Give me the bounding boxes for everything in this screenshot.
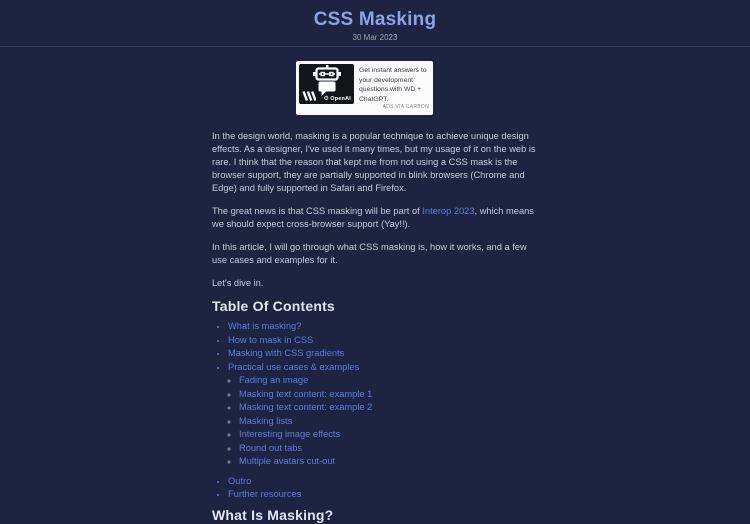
openai-brand (324, 96, 351, 102)
ad-body (359, 64, 430, 112)
toc-sub-item (239, 388, 538, 402)
paragraph-dive-in: Let's dive in. (212, 278, 264, 289)
ad-image[interactable] (299, 64, 354, 104)
toc-sub-link[interactable]: Multiple avatars cut-out (239, 456, 336, 467)
toc-item (228, 347, 538, 361)
toc-sub-link[interactable]: Interesting image effects (239, 429, 341, 440)
toc-sub-item (239, 374, 538, 388)
gear-icon: ⚙ (323, 95, 330, 102)
article-content (212, 61, 538, 524)
paragraph-interop-prefix: The great news is that CSS masking will be part of (212, 206, 423, 217)
toc-item (228, 320, 538, 334)
toc-link[interactable]: Outro (228, 475, 252, 486)
toc-sub-item (239, 428, 538, 442)
toc-list-end (212, 475, 538, 502)
toc-sub-item (239, 401, 538, 415)
paragraph-interop-suffix: , which means we should expect cross-browser support (Yay!!). (212, 206, 534, 230)
interop-2023-link[interactable]: Interop 2023 (422, 206, 475, 217)
toc-sub-link[interactable]: Masking text content: example 1 (239, 388, 373, 399)
toc-heading: Table Of Contents (212, 298, 335, 315)
toc-sublist (212, 374, 538, 469)
toc-sub-link[interactable]: Round out tabs (239, 442, 303, 453)
toc-sub-item (239, 442, 538, 456)
toc-sub-item (239, 415, 538, 429)
header-divider (0, 46, 750, 47)
carbon-ad[interactable] (296, 61, 433, 115)
openai-brand-label: OpenAI (330, 96, 351, 102)
page-title: CSS Masking (313, 9, 437, 30)
toc-sub-link[interactable]: Masking text content: example 2 (239, 402, 373, 413)
toc-link[interactable]: Further resources (228, 489, 302, 500)
article-header (0, 0, 750, 43)
toc-sub-link[interactable]: Fading an image (239, 375, 309, 386)
toc-link[interactable]: How to mask in CSS (228, 334, 314, 345)
toc-link[interactable]: Masking with CSS gradients (228, 348, 345, 359)
w-logo-icon (302, 91, 316, 101)
publish-date: 30 Mar 2023 (352, 33, 398, 42)
toc-item (228, 475, 538, 489)
ad-text-link[interactable]: Get instant answers to your development questions with WD + ChatGPT. (359, 67, 427, 103)
toc-link[interactable]: What is masking? (228, 321, 302, 332)
paragraph-overview: In this article, I will go through what CSS masking is, how it works, and a few use cases and examples for it. (212, 242, 527, 266)
toc-link[interactable]: Practical use cases & examples (228, 361, 360, 372)
toc-sub-item (239, 455, 538, 469)
toc-item (228, 334, 538, 348)
toc-sub-link[interactable]: Masking lists (239, 415, 293, 426)
ad-attribution-link[interactable]: ADS VIA CARBON (382, 104, 429, 111)
toc-list (212, 320, 538, 374)
paragraph-intro: In the design world, masking is a popular technique to achieve unique design effects. As a designer, I've used it many times, but my usage of it on the web is rare. I think that the reason that kept me from not using a CSS mask is the browser support, they are partially supported in blink browsers (Chrome and Edge) and fully supported in Safari and Firefox. (212, 131, 536, 194)
toc-item (228, 361, 538, 375)
paragraph-interop (212, 205, 538, 231)
what-is-masking-heading: What Is Masking? (212, 506, 334, 523)
